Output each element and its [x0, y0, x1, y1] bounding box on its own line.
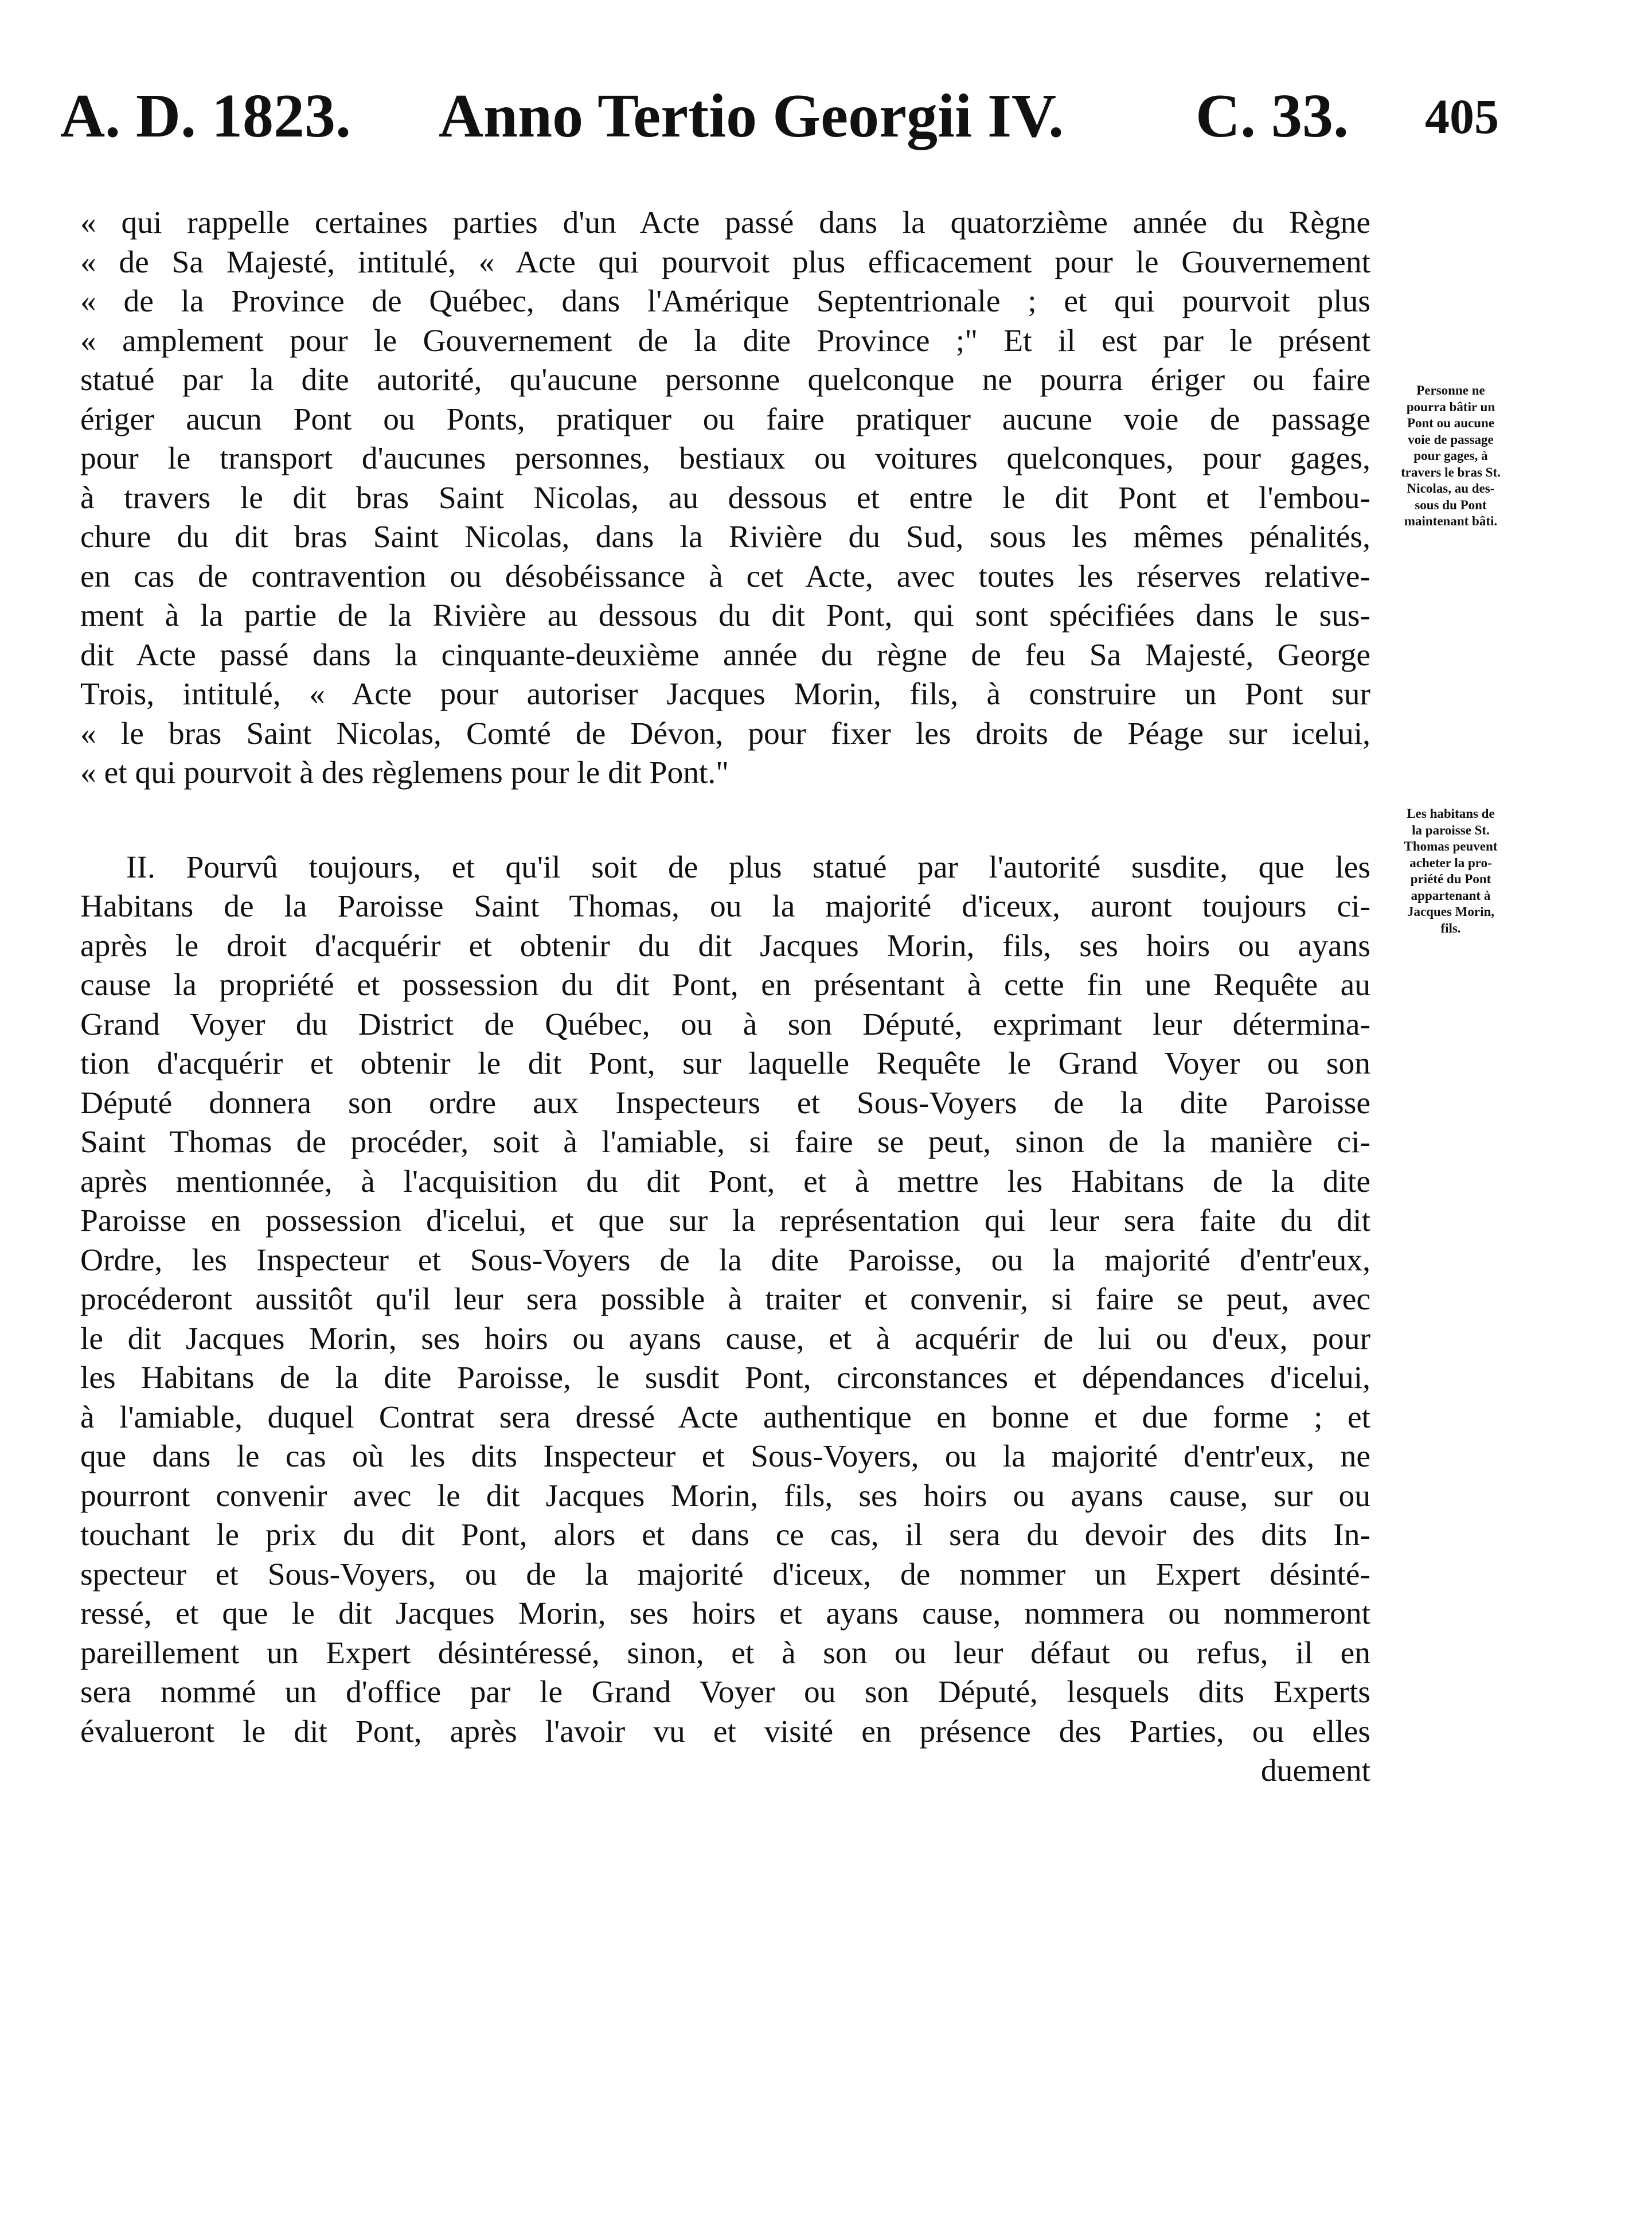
text-line: « et qui pourvoit à des règlemens pour le dit Pont." — [80, 755, 729, 790]
margin-note-line: Les habitans de — [1407, 806, 1495, 821]
text-line: pourront convenir avec le dit Jacques Morin, fils, ses hoirs ou ayans cause, sur ou — [80, 1478, 1370, 1514]
text-line: pareillement un Expert désintéressé, sinon, et à son ou leur défaut ou refus, il en — [80, 1635, 1370, 1671]
paragraph-1 — [80, 204, 1370, 793]
margin-note-line: Thomas peuvent — [1404, 839, 1498, 853]
text-line: dit Acte passé dans la cinquante-deuxième année du règne de feu Sa Majesté, George — [80, 637, 1370, 673]
text-line: « amplement pour le Gouvernement de la dite Province ;" Et il est par le présent — [80, 323, 1370, 358]
paragraph-gap — [80, 793, 1370, 848]
margin-note-line: travers le bras St. — [1401, 465, 1501, 479]
text-line: tion d'acquérir et obtenir le dit Pont, sur laquelle Requête le Grand Voyer ou son — [80, 1046, 1370, 1081]
text-line: que dans le cas où les dits Inspecteur et Sous-Voyers, ou la majorité d'entr'eux, ne — [80, 1439, 1370, 1474]
text-line: Grand Voyer du District de Québec, ou à son Député, exprimant leur détermina- — [80, 1007, 1370, 1042]
text-line: Député donnera son ordre aux Inspecteurs et Sous-Voyers de la dite Paroisse — [80, 1085, 1370, 1121]
text-line: ériger aucun Pont ou Ponts, pratiquer ou faire pratiquer aucune voie de passage — [80, 401, 1370, 437]
text-line: Ordre, les Inspecteur et Sous-Voyers de la dite Paroisse, ou la majorité d'entr'eux, — [80, 1242, 1370, 1278]
margin-note-line: voie de passage — [1408, 432, 1494, 447]
text-line: après mentionnée, à l'acquisition du dit Pont, et à mettre les Habitans de la dite — [80, 1164, 1370, 1199]
paragraph-2 — [80, 848, 1370, 1791]
running-head-year: A. D. 1823. — [60, 82, 351, 150]
text-line: « le bras Saint Nicolas, Comté de Dévon, pour fixer les droits de Péage sur icelui, — [80, 716, 1370, 751]
margin-note-line: pour gages, à — [1413, 449, 1488, 463]
margin-note-line: acheter la pro- — [1409, 855, 1492, 870]
margin-note-line: Jacques Morin, — [1407, 904, 1495, 919]
text-line: Trois, intitulé, « Acte pour autoriser Jacques Morin, fils, à construire un Pont sur — [80, 677, 1370, 712]
text-line: les Habitans de la dite Paroisse, le susdit Pont, circonstances et dépendances d'icelui, — [80, 1360, 1370, 1395]
text-line: chure du dit bras Saint Nicolas, dans la Rivière du Sud, sous les mêmes pénalités, — [80, 520, 1370, 555]
text-line: ressé, et que le dit Jacques Morin, ses hoirs et ayans cause, nommera ou nommeront — [80, 1596, 1370, 1631]
text-line: cause la propriété et possession du dit Pont, en présentant à cette fin une Requête au — [80, 968, 1370, 1003]
margin-note-line: maintenant bâti. — [1404, 514, 1498, 528]
text-line: statué par la dite autorité, qu'aucune personne quelconque ne pourra ériger ou faire — [80, 362, 1370, 397]
running-head-chapter: C. 33. — [1196, 82, 1349, 150]
text-line: en cas de contravention ou désobéissance à cet Acte, avec toutes les réserves relative- — [80, 559, 1370, 594]
text-line: « de la Province de Québec, dans l'Amérique Septentrionale ; et qui pourvoit plus — [80, 284, 1370, 319]
margin-note-line: fils. — [1440, 921, 1461, 935]
running-head — [60, 73, 1551, 159]
text-line: procéderont aussitôt qu'il leur sera possible à traiter et convenir, si faire se peut, avec — [80, 1282, 1370, 1317]
text-line: à l'amiable, duquel Contrat sera dressé Acte authentique en bonne et due forme ; et — [80, 1399, 1370, 1435]
margin-note-line: Nicolas, au des- — [1407, 481, 1495, 496]
text-line: ment à la partie de la Rivière au dessous du dit Pont, qui sont spécifiées dans le sus- — [80, 598, 1370, 633]
margin-note-line: priété du Pont — [1410, 872, 1491, 886]
text-line: « de Sa Majesté, intitulé, « Acte qui pourvoit plus efficacement pour le Gouvernement — [80, 244, 1370, 280]
main-text — [80, 204, 1370, 1791]
text-line: Paroisse en possession d'icelui, et que sur la représentation qui leur sera faite du dit — [80, 1203, 1370, 1238]
text-line: pour le transport d'aucunes personnes, bestiaux ou voitures quelconques, pour gages, — [80, 441, 1370, 476]
catchword: duement — [1260, 1753, 1370, 1788]
text-line: Saint Thomas de procéder, soit à l'amiable, si faire se peut, sinon de la manière ci- — [80, 1125, 1370, 1160]
margin-note-line: pourra bâtir un — [1406, 399, 1495, 414]
text-line: sera nommé un d'office par le Grand Voyer ou son Député, lesquels dits Experts — [80, 1675, 1370, 1710]
margin-note-1 — [1370, 383, 1531, 530]
margin-note-line: la paroisse St. — [1412, 822, 1490, 837]
text-line: « qui rappelle certaines parties d'un Acte passé dans la quatorzième année du Règne — [80, 205, 1370, 240]
margin-note-line: appartenant à — [1411, 888, 1491, 903]
text-line: évalueront le dit Pont, après l'avoir vu et visité en présence des Parties, ou elles — [80, 1714, 1370, 1749]
text-line: touchant le prix du dit Pont, alors et dans ce cas, il sera du devoir des dits In- — [80, 1518, 1370, 1553]
text-line: specteur et Sous-Voyers, ou de la majorité d'iceux, de nommer un Expert désinté- — [80, 1557, 1370, 1592]
margin-note-line: sous du Pont — [1415, 497, 1487, 512]
page-number: 405 — [1425, 89, 1499, 144]
text-line: à travers le dit bras Saint Nicolas, au dessous et entre le dit Pont et l'embou- — [80, 480, 1370, 516]
text-line: Habitans de la Paroisse Saint Thomas, ou la majorité d'iceux, auront toujours ci- — [80, 889, 1370, 924]
margin-note-2 — [1370, 806, 1531, 937]
running-head-title: Anno Tertio Georgii IV. — [439, 82, 1064, 150]
margin-note-line: Personne ne — [1416, 383, 1485, 397]
text-line: après le droit d'acquérir et obtenir du dit Jacques Morin, fils, ses hoirs ou ayans — [80, 928, 1370, 964]
margin-note-line: Pont ou aucune — [1407, 416, 1495, 430]
text-line: II. Pourvû toujours, et qu'il soit de plus statué par l'autorité susdite, que les — [126, 849, 1370, 885]
text-line: le dit Jacques Morin, ses hoirs ou ayans cause, et à acquérir de lui ou d'eux, pour — [80, 1321, 1370, 1356]
